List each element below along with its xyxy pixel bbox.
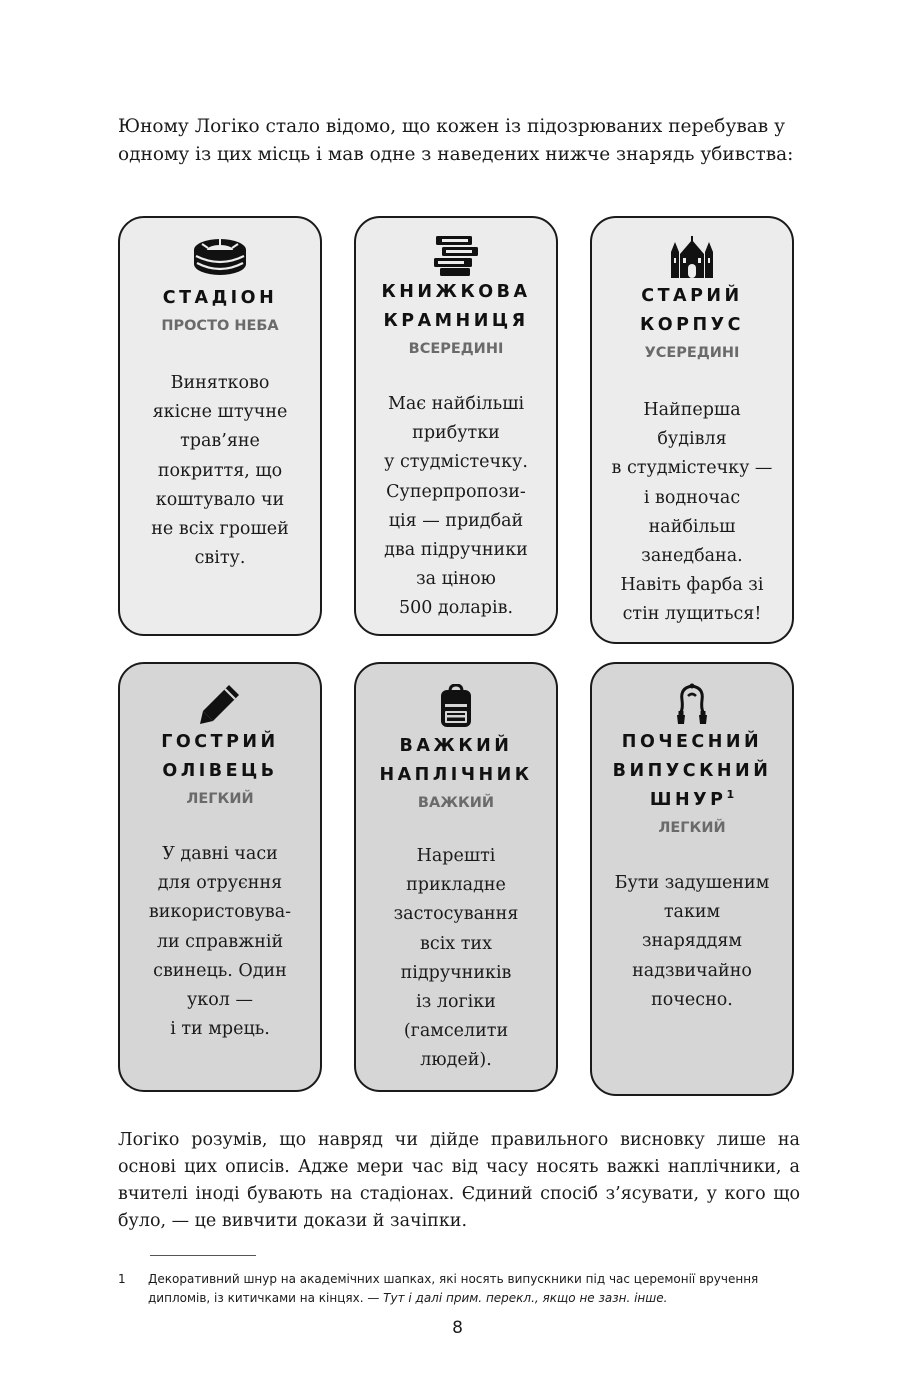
location-desc-line: трав’яне xyxy=(180,431,260,452)
location-subtitle: ПРОСТО НЕБА xyxy=(161,318,279,334)
location-desc-line: Суперпропози- xyxy=(386,481,526,502)
page-number: 8 xyxy=(452,1318,463,1338)
location-desc-line: 500 доларів. xyxy=(398,598,514,619)
weapon-desc-line: надзвичайно xyxy=(632,960,752,981)
location-title: КРАМНИЦЯ xyxy=(383,311,529,331)
footnote-divider xyxy=(150,1255,256,1256)
weapon-desc-line: ли справжній xyxy=(156,931,284,952)
weapon-desc-line: із логіки xyxy=(416,992,496,1013)
weapon-title: ВИПУСКНИЙ xyxy=(612,761,772,781)
weapon-title: НАПЛІЧНИК xyxy=(379,765,533,785)
location-desc-line: за ціною xyxy=(416,569,496,590)
weapon-desc-line: застосування xyxy=(393,904,519,925)
location-desc-line: ція — придбай xyxy=(388,510,524,531)
weapon-desc-line: всіх тих xyxy=(420,933,492,954)
footnote-ref[interactable]: 1 xyxy=(726,788,735,802)
weapon-desc-line: прикладне xyxy=(406,875,506,896)
location-desc-line: два підручники xyxy=(384,540,528,561)
footnote-text: Декоративний шнур на академічних шапках, які носять випускники під час церемонії вручення дипломів, із китичками на кінцях. — xyxy=(148,1272,759,1305)
tassel-cord-icon xyxy=(672,682,712,726)
location-desc-line: не всіх грошей xyxy=(151,519,289,540)
location-card-bookstore xyxy=(354,216,558,636)
weapon-card-pencil xyxy=(118,662,322,1092)
location-desc-line: Має найбільші xyxy=(387,394,525,414)
weapon-title: ОЛІВЕЦЬ xyxy=(162,761,278,781)
location-desc-line: Навіть фарба зі xyxy=(620,575,764,596)
books-icon xyxy=(432,234,480,278)
location-title: КОРПУС xyxy=(640,315,744,335)
weapon-desc-line: і ти мрець. xyxy=(170,1019,270,1040)
weapon-desc-line: використовува- xyxy=(148,902,292,923)
location-desc-line: світу. xyxy=(194,548,246,569)
footnote-text-block xyxy=(148,1270,800,1308)
location-desc-line: якісне штучне xyxy=(152,402,288,423)
location-desc-line: покриття, що xyxy=(157,460,283,481)
weapon-card-backpack xyxy=(354,662,558,1092)
location-subtitle: УСЕРЕДИНІ xyxy=(644,345,740,361)
backpack-icon xyxy=(438,684,474,728)
weapon-desc-line: знаряддям xyxy=(641,931,743,952)
weapon-title: ВАЖКИЙ xyxy=(399,736,513,756)
location-desc-line: у студмістечку. xyxy=(384,452,528,473)
location-title: СТАРИЙ xyxy=(641,286,743,306)
location-card-old-building xyxy=(590,216,794,644)
location-desc-line: занедбана. xyxy=(641,546,743,567)
weapon-desc-line: підручників xyxy=(400,962,512,983)
location-title: КНИЖКОВА xyxy=(381,282,531,302)
location-desc-line: стін лущиться! xyxy=(622,604,762,625)
weapon-desc-line: людей). xyxy=(420,1050,492,1071)
weapon-desc-line: Бути задушеним xyxy=(614,873,770,893)
weapon-subtitle: ЛЕГКИЙ xyxy=(658,820,726,836)
location-desc-line: Винятково xyxy=(170,373,270,393)
weapon-title: ПОЧЕСНИЙ xyxy=(621,732,763,752)
location-subtitle: ВСЕРЕДИНІ xyxy=(408,341,504,357)
weapon-desc-line: У давні часи xyxy=(162,844,278,864)
weapon-desc-line: (гамселити xyxy=(403,1021,509,1042)
body-paragraph: Логіко розумів, що навряд чи дійде правильного висновку лише на основі цих описів. Адже мери час від часу носять важкі наплічники, а вчителі іноді бувають на стадіонах. Єдиний спосіб з’ясувати, у кого що було, — це вивчити докази й зачіпки. xyxy=(118,1130,800,1231)
location-desc-line: в студмістечку — xyxy=(611,458,773,479)
location-desc-line: коштувало чи xyxy=(155,489,285,510)
footnote xyxy=(118,1270,800,1308)
footnote-italic-note: Тут і далі прим. перекл., якщо не зазн. інше. xyxy=(383,1291,668,1305)
pencil-icon xyxy=(198,682,242,726)
location-desc-line: найбільш xyxy=(648,516,736,537)
weapon-card-graduation-cord xyxy=(590,662,794,1096)
weapon-desc-line: почесно. xyxy=(651,989,733,1010)
stadium-icon xyxy=(192,236,248,280)
weapon-title-text: ШНУР xyxy=(649,790,727,810)
location-desc-line: Найперша xyxy=(643,400,741,420)
location-title: СТАДІОН xyxy=(162,288,278,308)
weapon-desc-line: свинець. Один xyxy=(153,960,287,981)
intro-paragraph: Юному Логіко стало відомо, що кожен із підозрюваних перебував у одному із цих місць і мав одне з наведених нижче знарядь убивства: xyxy=(118,116,794,165)
location-desc-line: прибутки xyxy=(412,423,500,444)
location-desc-line: будівля xyxy=(657,429,727,450)
weapon-desc-line: Нарешті xyxy=(416,846,496,866)
weapon-subtitle: ВАЖКИЙ xyxy=(417,795,495,811)
location-card-stadium xyxy=(118,216,322,636)
weapon-subtitle: ЛЕГКИЙ xyxy=(186,791,254,807)
weapon-desc-line: укол — xyxy=(187,990,253,1011)
footnote-number: 1 xyxy=(118,1272,126,1286)
weapon-desc-line: для отруєння xyxy=(157,873,283,894)
weapon-title: ГОСТРИЙ xyxy=(161,732,279,752)
weapon-title xyxy=(592,786,792,815)
weapon-desc-line: таким xyxy=(663,902,721,923)
old-building-icon xyxy=(670,236,714,280)
location-desc-line: і водночас xyxy=(643,487,741,508)
